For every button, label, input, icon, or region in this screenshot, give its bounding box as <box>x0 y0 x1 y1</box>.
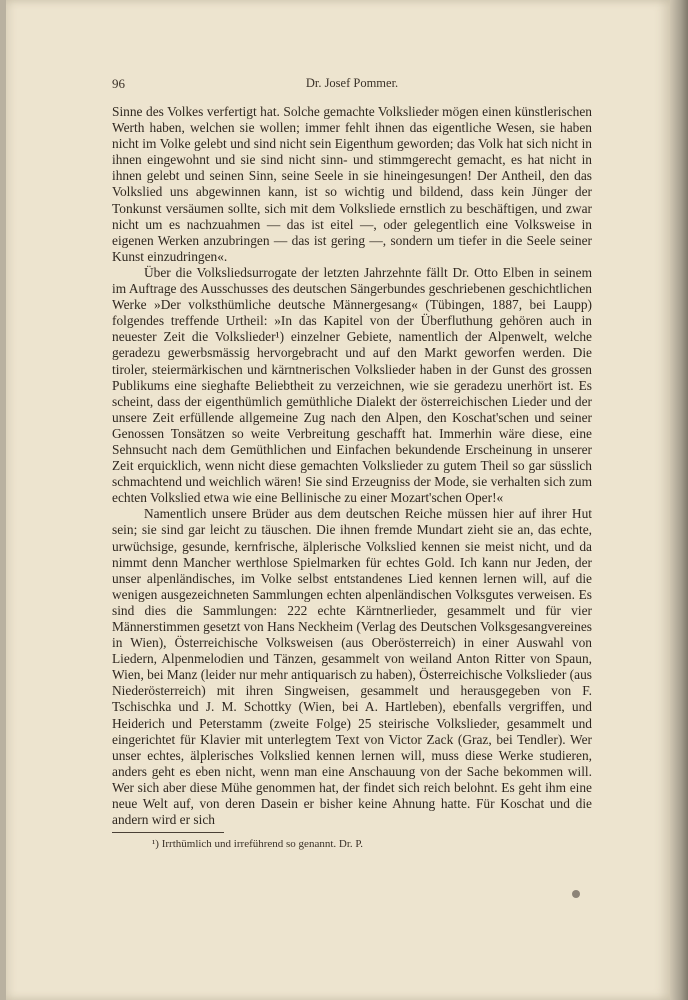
book-spine-edge <box>670 0 688 1000</box>
running-head: Dr. Josef Pommer. <box>305 76 399 90</box>
paper-spot <box>572 890 580 898</box>
paragraph-2: Über die Volksliedsurrogate der letzten Jahrzehnte fällt Dr. Otto Elben in seinem im Auftrage des Ausschusses des deutschen Sängerbundes geschriebenen geschichtlichen Werke »Der volksthümliche deutsche Männergesang« (Tübingen, 1887, bei Laupp) folgendes treffende Urtheil: »In das Kapitel von der Überfluthung gehören auch in neuester Zeit die Volkslieder¹) einzelner Gebiete, namentlich der Alpenwelt, welche geradezu gewerbsmässig hervorgebracht und auf den Markt geworfen werden. Die tiroler, steiermärkischen und kärntnerischen Volkslieder haben in der Gunst des grossen Publikums eine sieghafte Beliebtheit zu verzeichnen, wie sie geradezu unerhört ist. Es scheint, dass der eigenthümlich gemüthliche Dialekt der österreichischen Lieder und der unsere Zeit erfüllende allgemeine Zug nach den Alpen, den Koschat'schen und seiner Genossen Tonsätzen so weite Verbreitung geschafft hat. Immerhin wäre diese, eine Sehnsucht nach dem Gemüthlichen und Einfachen bekundende Erscheinung in unserer Zeit erquicklich, wenn nicht diese gemachten Volkslieder zu gutem Theil so gar süsslich schmachtend und weichlich wären! Sie sind Erzeugniss der Mode, sie verhalten sich zum echten Volkslied etwa wie eine Bellinische zu einer Mozart'schen Oper!« <box>112 264 592 506</box>
footnote-rule <box>112 832 224 833</box>
footnote: ¹) Irrthümlich und irreführend so genannt. Dr. P. <box>152 838 364 850</box>
paragraph-3: Namentlich unsere Brüder aus dem deutschen Reiche müssen hier auf ihrer Hut sein; sie sind gar leicht zu täuschen. Die ihnen fremde Mundart zieht sie an, das echte, urwüchsige, gesunde, kernfrische, älplerische Volkslied kennen sie meist nicht, und da nimmt denn Mancher werthlose Spielmarken für echtes Gold. Ich kann nur Jeden, der unser alpenländisches, im Volke selbst entstandenes Lied kennen lernen will, auf die wenigen ausgezeichneten Sammlungen echten alpenländischen Volksgutes verweisen. Es sind dies die Sammlungen: 222 echte Kärntnerlieder, gesammelt und für vier Männerstimmen gesetzt von Hans Neckheim (Verlag des Deutschen Volksgesangvereines in Wien), Österreichische Volksweisen (aus Oberösterreich) in einer Auswahl von Liedern, Alpenmelodien und Tänzen, gesammelt von weiland Anton Ritter von Spaun, Wien, bei Manz (leider nur mehr antiquarisch zu haben), Österreichische Volkslieder (aus Niederösterreich) mit ihren Singweisen, gesammelt und herausgegeben von F. Tschischka und J. M. Schottky (Wien, bei A. Hartleben), ebenfalls vergriffen, und Heiderich und Peterstamm (zweite Folge) 25 steirische Volkslieder, gesammelt und eingerichtet für Klavier mit unterlegtem Text von Victor Zack (Graz, bei Tendler). Wer unser echtes, älplerisches Volkslied kennen lernen will, muss diese Werke studieren, anders geht es eben nicht, wenn man eine Anschauung von der Sache bekommen will. Wer sich aber diese Mühe genommen hat, der findet sich reich belohnt. Es geht ihm eine neue Welt auf, von deren Dasein er bisher keine Ahnung hatte. Für Koschat und die andern wird er sich <box>112 506 592 828</box>
book-page <box>6 0 670 1000</box>
page-number: 96 <box>112 76 125 91</box>
body-text <box>112 104 592 828</box>
page-header <box>112 76 592 96</box>
paragraph-1: Sinne des Volkes verfertigt hat. Solche gemachte Volkslieder mögen einen künstlerischen Werth haben, welchen sie wollen; immer fehlt ihnen das eigentliche Wesen, sie haben nicht im Volke gelebt und sind nicht sein Eigenthum geworden; das Volk hat sich nicht in ihnen eingewohnt und sie sind nicht sinn- und stimmgerecht gemacht, es hat nicht in ihnen gelebt und seinen Sinn, seine Seele in sie hineingesungen! Der Antheil, den das Volkslied uns abgewinnen kann, ist so wichtig und bildend, dass kein Jünger der Tonkunst versäumen sollte, sich mit dem Volksliede ernstlich zu beschäftigen, und zwar nicht um es nachzuahmen — das ist eitel —, oder gelegentlich eine Volksweise in eigenen Werken anzubringen — das ist gering —, sondern um tiefer in die Seele seiner Kunst einzudringen«. <box>112 104 592 264</box>
